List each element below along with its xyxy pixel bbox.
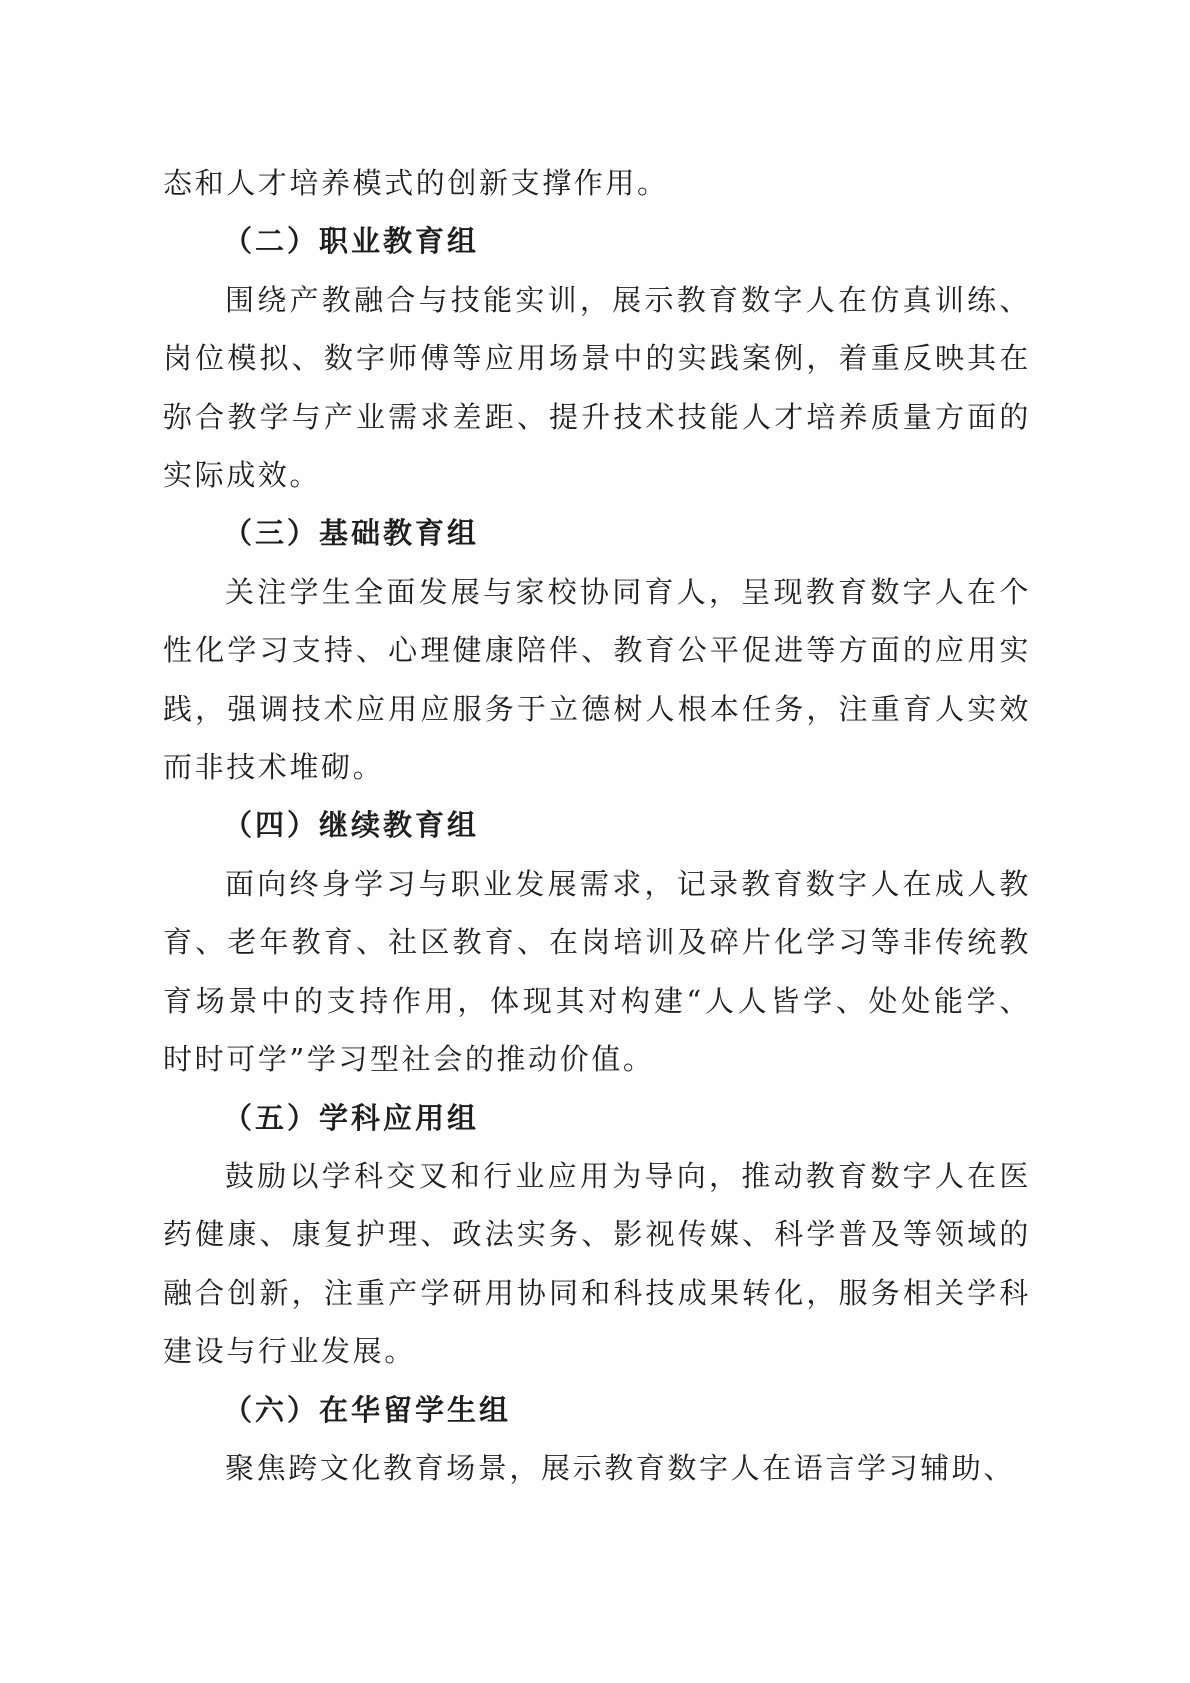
section-body-continuing: 面向终身学习与职业发展需求，记录教育数字人在成人教育、老年教育、社区教育、在岗培训及碎片化学习等非传统教育场景中的支持作用，体现其对构建“人人皆学、处处能学、时时可学”学习型社会的推动价值。	[163, 866, 1031, 1077]
section-heading-continuing: （四）继续教育组	[223, 808, 480, 843]
paragraph-continuation: 态和人才培养模式的创新支撑作用。	[163, 166, 669, 200]
section-body-vocational: 围绕产教融合与技能实训，展示教育数字人在仿真训练、岗位模拟、数字师傅等应用场景中的实践案例，着重反映其在弥合教学与产业需求差距、提升技术技能人才培养质量方面的实际成效。	[163, 282, 1031, 493]
section-body-basic: 关注学生全面发展与家校协同育人，呈现教育数字人在个性化学习支持、心理健康陪伴、教育公平促进等方面的应用实践，强调技术应用应服务于立德树人根本任务，注重育人实效而非技术堆砌。	[163, 574, 1031, 785]
section-heading-basic: （三）基础教育组	[223, 516, 480, 551]
section-heading-discipline: （五）学科应用组	[223, 1100, 480, 1135]
section-body-discipline: 鼓励以学科交叉和行业应用为导向，推动教育数字人在医药健康、康复护理、政法实务、影视传媒、科学普及等领域的融合创新，注重产学研用协同和科技成果转化，服务相关学科建设与行业发展。	[163, 1158, 1031, 1369]
section-heading-international: （六）在华留学生组	[223, 1392, 512, 1427]
section-body-international: 聚焦跨文化教育场景，展示教育数字人在语言学习辅助、	[225, 1450, 1016, 1485]
document-body	[163, 154, 1031, 1497]
section-heading-vocational: （二）职业教育组	[223, 224, 480, 259]
